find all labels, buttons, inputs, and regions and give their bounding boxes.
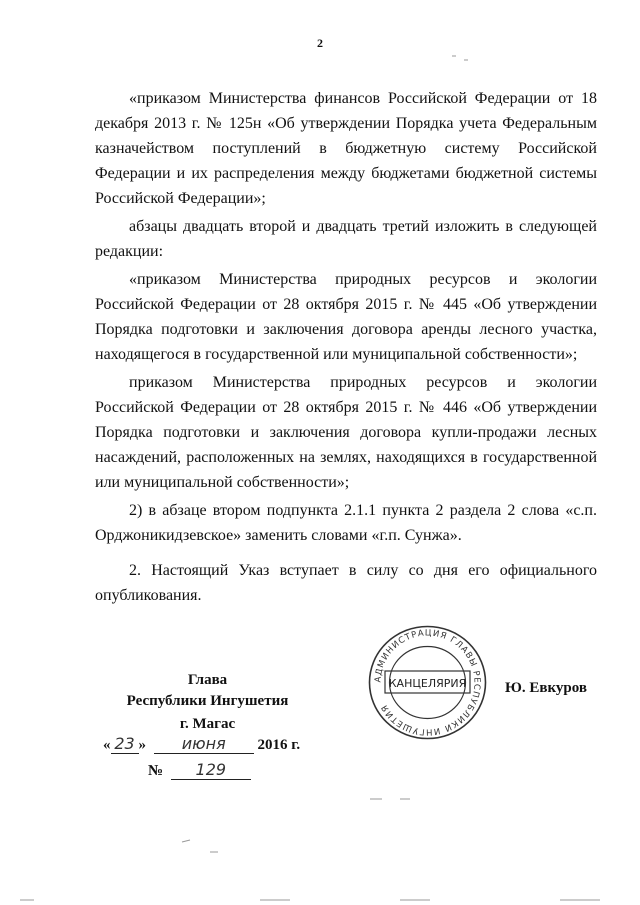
paragraph-effective-date: 2. Настоящий Указ вступает в силу со дня его официального опубликования.: [95, 562, 597, 604]
date-close-quote: »: [138, 737, 146, 753]
date-open-quote: «: [103, 737, 111, 753]
signatory-name: Ю. Евкуров: [505, 680, 587, 696]
paragraph-order-445: «приказом Министерства природных ресурсов и экологии Российской Федерации от 28 октября 2015 г. № 445 «Об утверждении Порядка подготовки и заключения договора аренды лесного участка, находящегося в государственной или муниципальной собственности»;: [95, 271, 597, 363]
date-year: 2016 г.: [257, 737, 301, 753]
paragraph-amend-instruction: абзацы двадцать второй и двадцать третий изложить в следующей редакции:: [95, 218, 597, 260]
page-number: 2: [317, 36, 323, 50]
number-prefix: №: [148, 763, 164, 779]
paragraph-order-125n: «приказом Министерства финансов Российской Федерации от 18 декабря 2013 г. № 125н «Об утверждении Порядка учета Федеральным казначейством поступлений в бюджетную систему Российской Федерации и их распределения между бюджетами бюджетной системы Российской Федерации»;: [95, 90, 597, 207]
scan-specks: [20, 56, 600, 900]
number-value: 129: [171, 760, 251, 780]
signing-city: г. Магас: [179, 716, 236, 732]
signatory-title-line1: Глава: [187, 672, 228, 688]
signatory-title-line2: Республики Ингушетия: [126, 693, 289, 709]
paragraph-order-446: приказом Министерства природных ресурсов и экологии Российской Федерации от 28 октября 2015 г. № 446 «Об утверждении Порядка подготовки и заключения договора купли-продажи лесных насаждений, расположенных на землях, находящихся в государственной или муниципальной собственности»;: [95, 374, 597, 491]
paragraph-item-2: 2) в абзаце втором подпункта 2.1.1 пункта 2 раздела 2 слова «с.п. Орджоникидзевское» заменить словами «г.п. Сунжа».: [95, 502, 597, 544]
date-day: 23: [111, 734, 139, 754]
date-month: июня: [154, 734, 254, 754]
stamp-ring-text: АДМИНИСТРАЦИЯ ГЛАВЫ РЕСПУБЛИКИ ИНГУШЕТИЯ: [373, 628, 482, 737]
stamp-center-text: КАНЦЕЛЯРИЯ: [388, 677, 467, 690]
